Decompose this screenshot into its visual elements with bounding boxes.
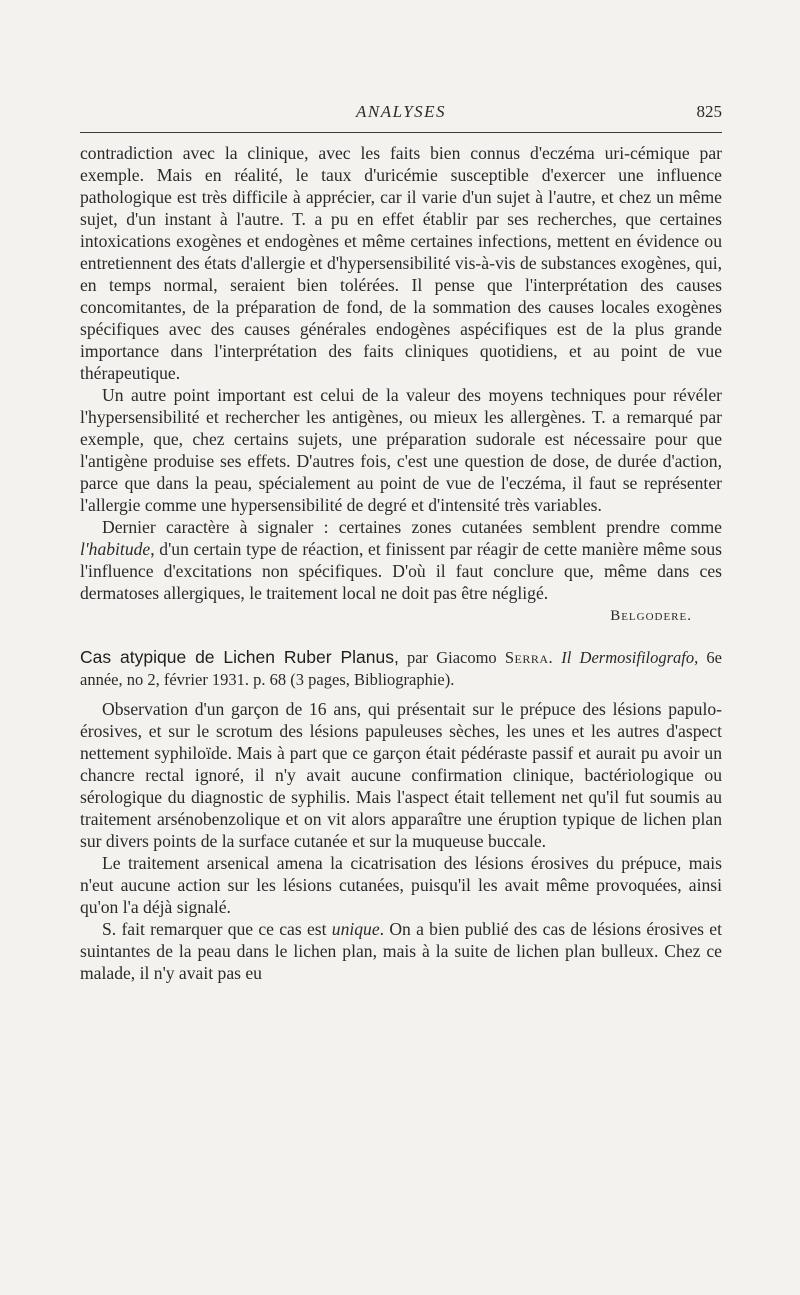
paragraph-3-text-a: Dernier caractère à signaler : certaines zones cutanées semblent prendre comme [102, 517, 722, 537]
article-paragraph-3 [80, 918, 722, 984]
signature: Belgodere. [610, 608, 692, 624]
article-details: 6e année, no 2, février 1931. p. 68 (3 pages, Bibliographie). [80, 648, 722, 689]
article-paragraph-1: Observation d'un garçon de 16 ans, qui présentait sur le prépuce des lésions papulo-érosives, et sur le scrotum des lésions papuleuses sèches, les unes et les autres d'aspect nettement syphiloïde. Mais à part que ce garçon était pédéraste passif et aurait pu avoir un chancre rectal ignoré, il n'y avait aucune confirmation clinique, bactériologique ou sérologique du diagnostic de syphilis. Mais l'aspect était tellement net qu'il fut soumis au traitement arsénobenzolique et on vit alors apparaître une éruption typique de lichen plan sur divers points de la surface cutanée et sur la muqueuse buccale. [80, 699, 722, 851]
paragraph-3 [80, 516, 722, 604]
paragraph-3-emphasis: l'habitude [80, 539, 151, 559]
paragraph-1: contradiction avec la clinique, avec les faits bien connus d'eczéma uri-cémique par exemple. Mais en réalité, le taux d'uricémie susceptible d'exercer une influence pathologique est très difficile à apprécier, car il varie d'un sujet à l'autre, et chez un même sujet, d'un instant à l'autre. T. a pu en effet établir par ses recherches, que certaines intoxications exogènes et endogènes et même certaines infections, mettent en évidence ou entretiennent des états d'allergie et d'hypersensibilité vis-à-vis de substances exogènes, qui, en temps normal, seraient bien tolérées. Il pense que l'interprétation des causes concomitantes, de la préparation de fond, de la sommation des causes locales exogènes spécifiques avec des causes générales endogènes aspécifiques est de la plus grande importance dans l'interprétation des faits cliniques quotidiens, et au point de vue thérapeutique. [80, 143, 722, 383]
article-paragraph-3-emphasis: unique [331, 919, 380, 939]
paragraph-2: Un autre point important est celui de la valeur des moyens techniques pour révéler l'hypersensibilité et rechercher les antigènes, ou mieux les allergènes. T. a remarqué par exemple, que, chez certains sujets, une préparation sudorale est nécessaire pour que l'antigène produise ses effets. D'autres fois, c'est une question de dose, de durée d'action, parce que dans la peau, spécialement au point de vue de l'eczéma, il faut se représenter l'allergie comme une hypersensibilité de degré et d'intensité très variables. [80, 385, 722, 515]
header-rule [80, 132, 722, 133]
running-title: ANALYSES [355, 102, 447, 121]
page-body [80, 142, 722, 984]
article-by: par Giacomo [398, 648, 505, 667]
article-paragraph-2: Le traitement arsenical amena la cicatrisation des lésions érosives du prépuce, mais n'eut aucune action sur les lésions cutanées, puisqu'il les avait même provoquées, ainsi qu'on l'a déjà signalé. [80, 853, 722, 917]
article-heading [80, 646, 722, 691]
page-number: 825 [696, 102, 722, 121]
article-paragraph-3-text-b: . On a bien publié des cas de lésions érosives et suintantes de la peau dans le lichen plan, mais à la suite de lichen plan bulleux. Chez ce malade, il n'y avait pas eu [80, 919, 722, 983]
article-author: Serra. [504, 648, 554, 667]
article-journal: Il Dermosifilografo, [553, 648, 699, 667]
running-header [80, 102, 722, 126]
paragraph-3-text-b: , d'un certain type de réaction, et finissent par réagir de cette manière même sous l'influence d'excitations non spécifiques. D'où il faut conclure que, même dans ces dermatoses allergiques, le traitement local ne doit pas être négligé. [80, 539, 722, 603]
article-paragraph-3-text-a: S. fait remarquer que ce cas est [102, 919, 332, 939]
article-title: Cas atypique de Lichen Ruber Planus, [80, 647, 399, 667]
